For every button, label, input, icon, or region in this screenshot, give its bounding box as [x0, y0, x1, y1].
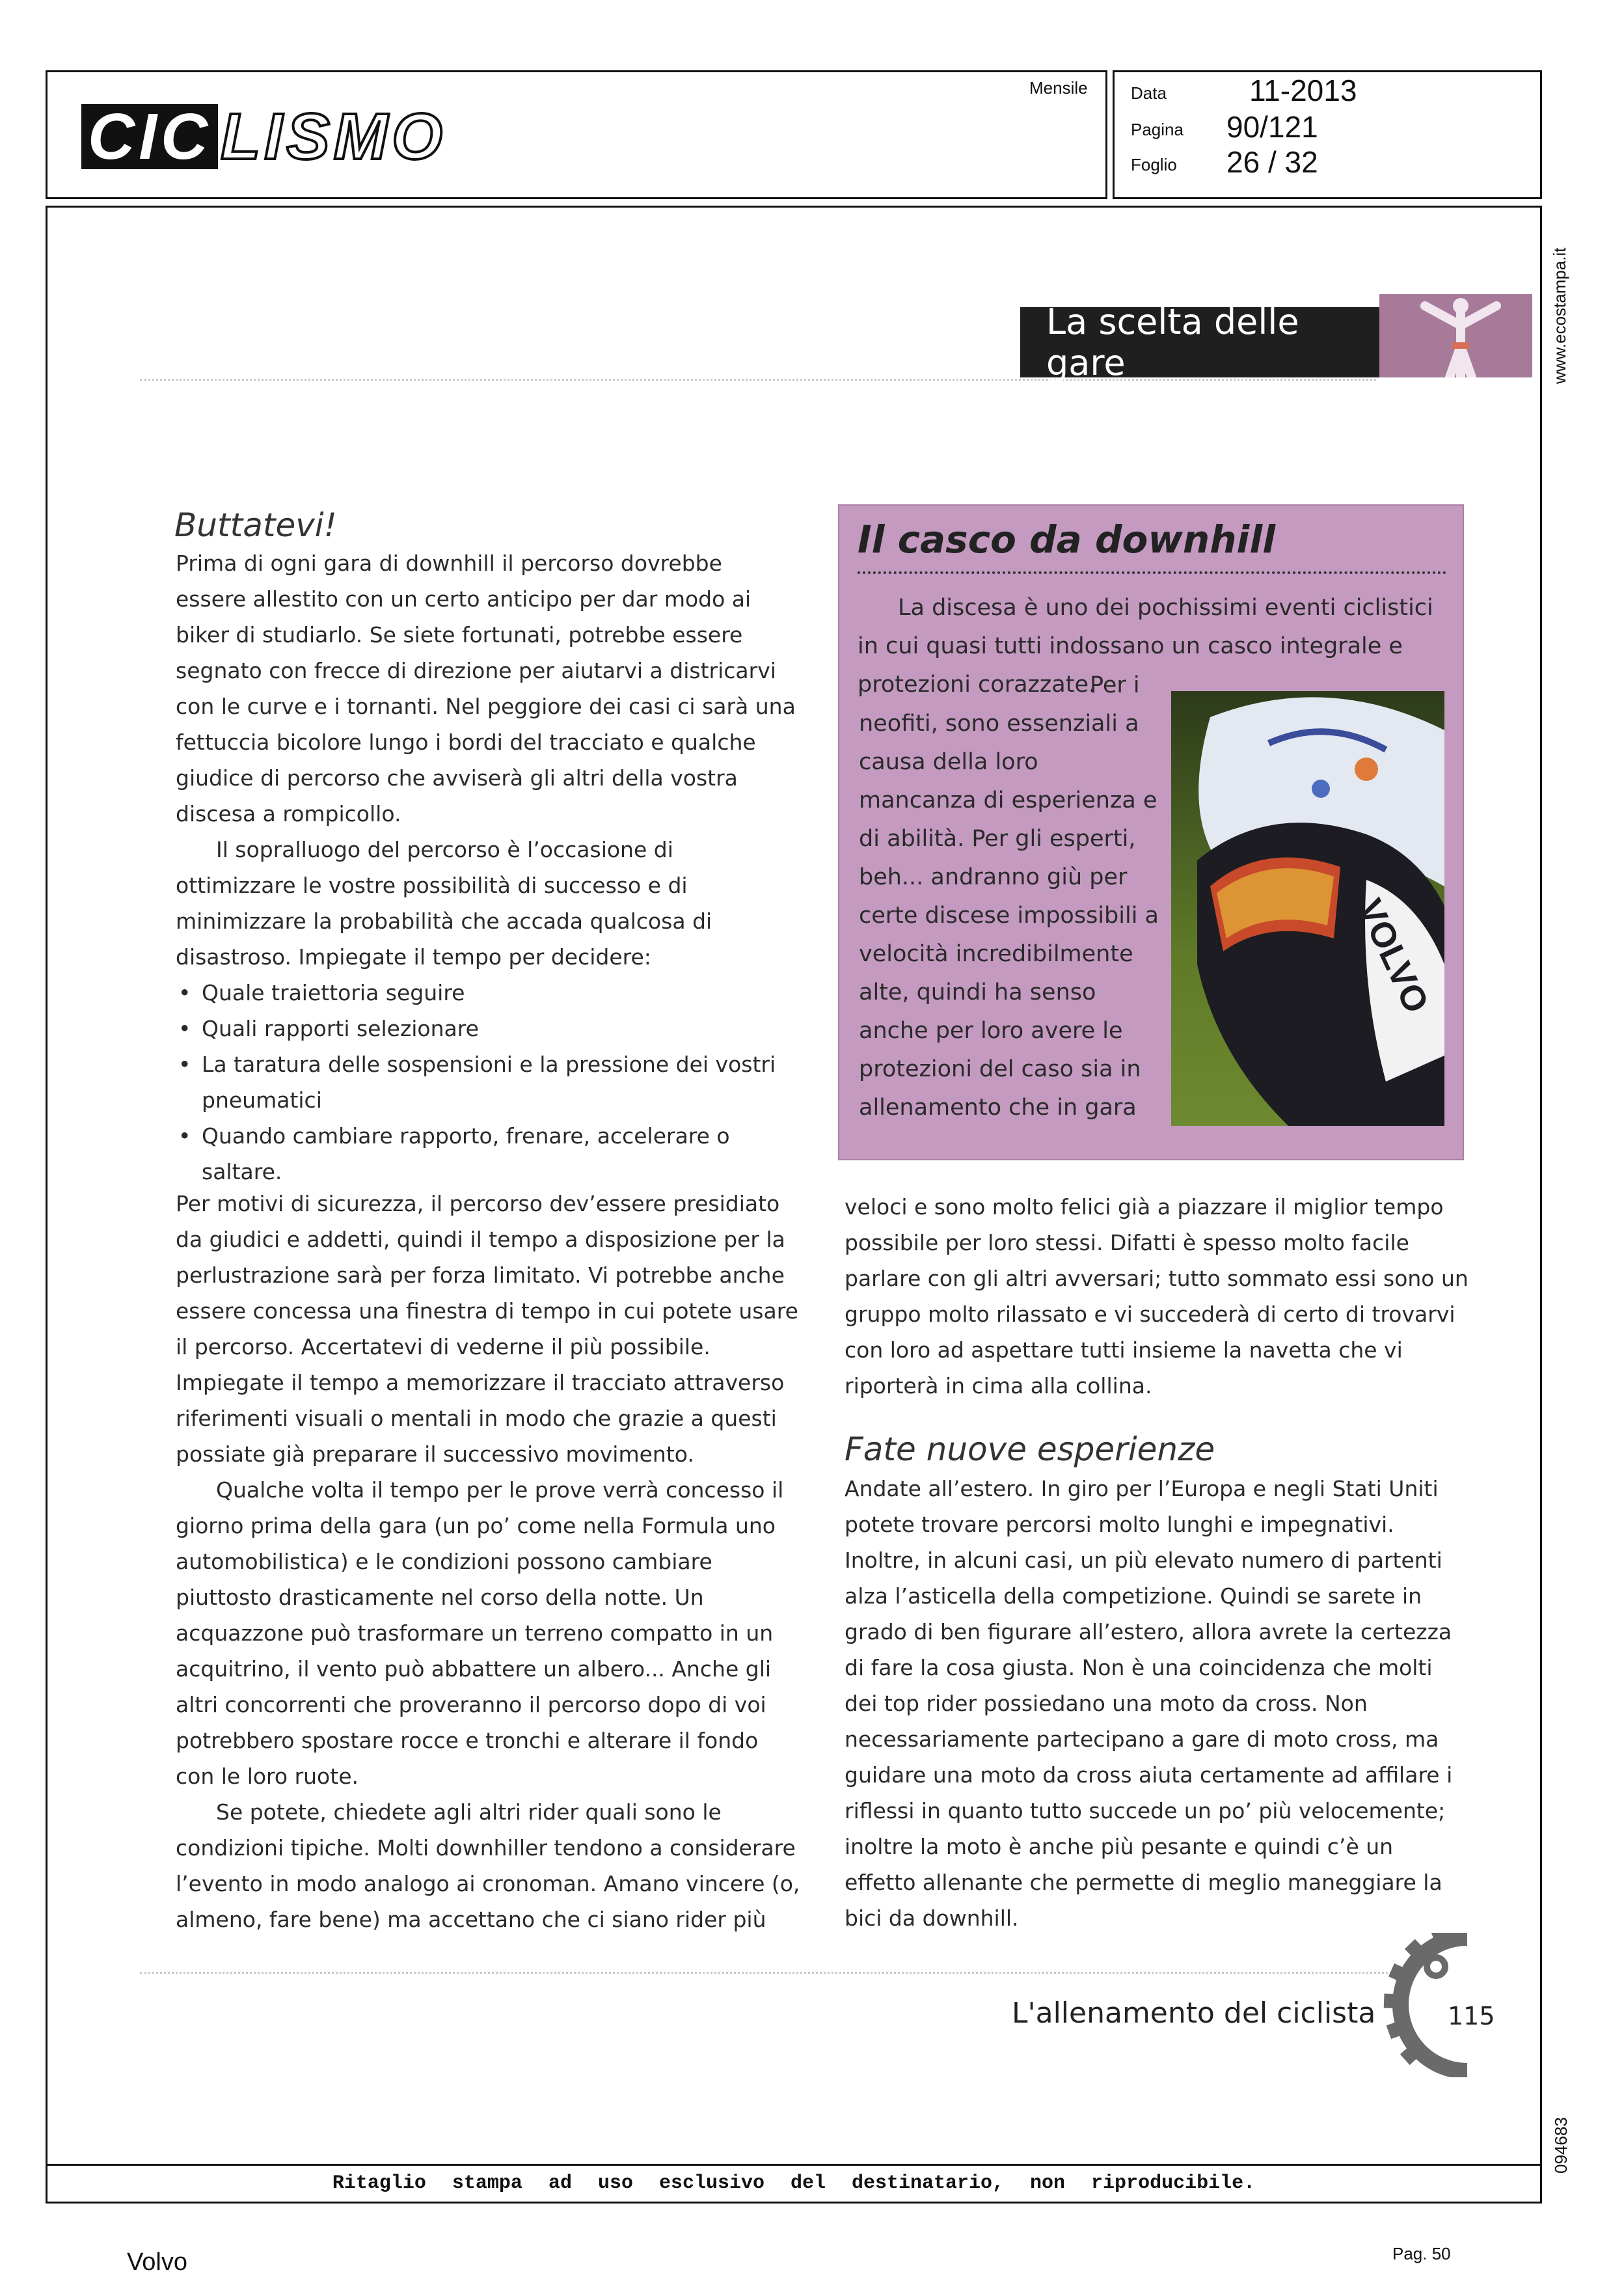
ciclismo-logo: CIC LISMO [81, 104, 446, 169]
foglio-value: 26 / 32 [1226, 145, 1318, 179]
bullet-list [176, 975, 797, 1190]
paragraph: veloci e sono molto felici già a piazzare il miglior tempo possibile per loro stessi. Difatti è spesso molto facile parlare con gli altri avversari; tutto sommato essi sono un gruppo molto rilassato e vi succederà di certo di trovarvi con loro ad aspettare tutti insieme la navetta che vi riporterà in cima alla collina. [845, 1194, 1468, 1399]
list-item: • Quando cambiare rapporto, frenare, accelerare o saltare. [176, 1118, 797, 1190]
helmet-brand-text: VOLVO [1349, 893, 1437, 1019]
heading-fate-nuove-esperienze: Fate nuove esperienze [845, 1430, 1215, 1468]
book-title: L'allenamento del ciclista [1012, 1997, 1376, 2030]
page-number: 115 [1448, 2002, 1495, 2030]
helmet-photo-icon [1171, 691, 1444, 1126]
rider-helmet-photo [1171, 691, 1444, 1126]
list-item: • La taratura delle sospensioni e la pressione dei vostri pneumatici [176, 1046, 797, 1118]
paragraph: Se potete, chiedete agli altri rider quali sono le condizioni tipiche. Molti downhiller tendono a considerare l’evento in modo analogo ai cronoman. Amano vincere (o, almeno, fare bene) ma accettano che ci siano rider più [176, 1799, 800, 1932]
ecostampa-url: www.ecostampa.it [1550, 247, 1569, 384]
right-column-bottom [845, 1471, 1469, 1936]
right-column-top [845, 1189, 1469, 1404]
paragraph: Per motivi di sicurezza, il percorso dev’essere presidiato da giudici e addetti, quindi il tempo a disposizione per la perlustrazione sarà per forza limitato. Vi potrebbe anche essere concessa una finestra di tempo in cui potete usare il percorso. Accertatevi di vederne il più possibile. Impiegate il tempo a memorizzare il tracciato attraverso riferimenti visuali o mentali in modo che grazie a questi possiate già preparare il successivo movimento. [176, 1191, 798, 1467]
data-label: Data [1131, 83, 1167, 103]
paragraph: Il sopralluogo del percorso è l’occasione di ottimizzare le vostre possibilità di successo e di minimizzare la probabilità che accada qualcosa di disastroso. Impiegate il tempo per decidere: [176, 837, 712, 970]
data-value: 11-2013 [1249, 74, 1357, 107]
pagina-value: 90/121 [1226, 110, 1318, 144]
disclaimer-text: Ritaglio stampa ad uso esclusivo del destinatario, non riproducibile. [332, 2172, 1256, 2194]
box-side-text: Per i neofiti, sono essenziali a causa della loro mancanza di esperienza e di abilità. Per gli esperti, beh... andranno giù per certe discese impossibili a velocità incredibilmente alte, quindi ha senso anche per loro avere le protezioni del caso sia in allenamento che in gara [859, 672, 1159, 1121]
left-column-bottom [176, 1186, 804, 1937]
list-item: • Quale traiettoria seguire [176, 975, 797, 1011]
disclaimer-divider [46, 2164, 1542, 2166]
box-title-rule [858, 571, 1446, 574]
bottom-dotted-rule [140, 1972, 1415, 1974]
box-title: Il casco da downhill [858, 517, 1276, 562]
left-column-top [176, 545, 797, 1190]
list-item: • Quali rapporti selezionare [176, 1011, 797, 1046]
paragraph: Andate all’estero. In giro per l’Europa e negli Stati Uniti potete trovare percorsi molto lunghi e impegnativi. Inoltre, in alcuni casi, un più elevato numero di partenti alza l’asticella della competizione. Quindi se sarete in grado di ben figurare all’estero, allora avrete la certezza di fare la cosa giusta. Non è una coincidenza che molti dei top rider possiedano una moto da cross. Non necessariamente partecipano a gare di moto cross, ma guidare una moto da cross aiuta certamente ad affilare i riflessi in quanto tutto succede un po’ più velocemente; inoltre la moto è anche più pesante e quindi c’è un effetto allenante che permette di meglio maneggiare la bici da downhill. [845, 1476, 1453, 1931]
foglio-label: Foglio [1131, 155, 1177, 174]
clipping-code: 094683 [1551, 2117, 1571, 2174]
frequency-label: Mensile [1029, 78, 1088, 98]
client-name: Volvo [127, 2248, 187, 2276]
pagina-label: Pagina [1131, 120, 1184, 139]
cyclist-silhouette-image [1379, 294, 1532, 377]
section-banner: La scelta delle gare [1020, 307, 1385, 377]
paragraph: Prima di ogni gara di downhill il percorso dovrebbe essere allestito con un certo anticipo per dar modo ai biker di studiarlo. Se siete fortunati, potrebbe essere segnato con frecce di direzione per aiutarvi a districarvi con le curve e i tornanti. Nel peggiore dei casi ci sarà una fettuccia bicolore lungo i bordi del tracciato e qualche giudice di percorso che avviserà gli altri della vostra discesa a rompicollo. [176, 551, 796, 826]
paragraph: Qualche volta il tempo per le prove verrà concesso il giorno prima della gara (un po’ come nella Formula uno automobilistica) e le condizioni possono cambiare piuttosto drasticamente nel corso della notte. Un acquazzone può trasformare un terreno compatto in un acquitrino, il vento può abbattere un albero... Anche gli altri concorrenti che proveranno il percorso dopo di voi potrebbero spostare rocce e tronchi e alterare il fondo con le loro ruote. [176, 1477, 784, 1789]
heading-buttatevi: Buttatevi! [174, 506, 337, 544]
box-intro-text: La discesa è uno dei pochissimi eventi ciclistici in cui quasi tutti indossano un casco integrale e protezioni corazzate. [858, 595, 1433, 698]
pag-number: Pag. 50 [1392, 2244, 1451, 2263]
cyclist-silhouette-icon [1379, 294, 1532, 377]
